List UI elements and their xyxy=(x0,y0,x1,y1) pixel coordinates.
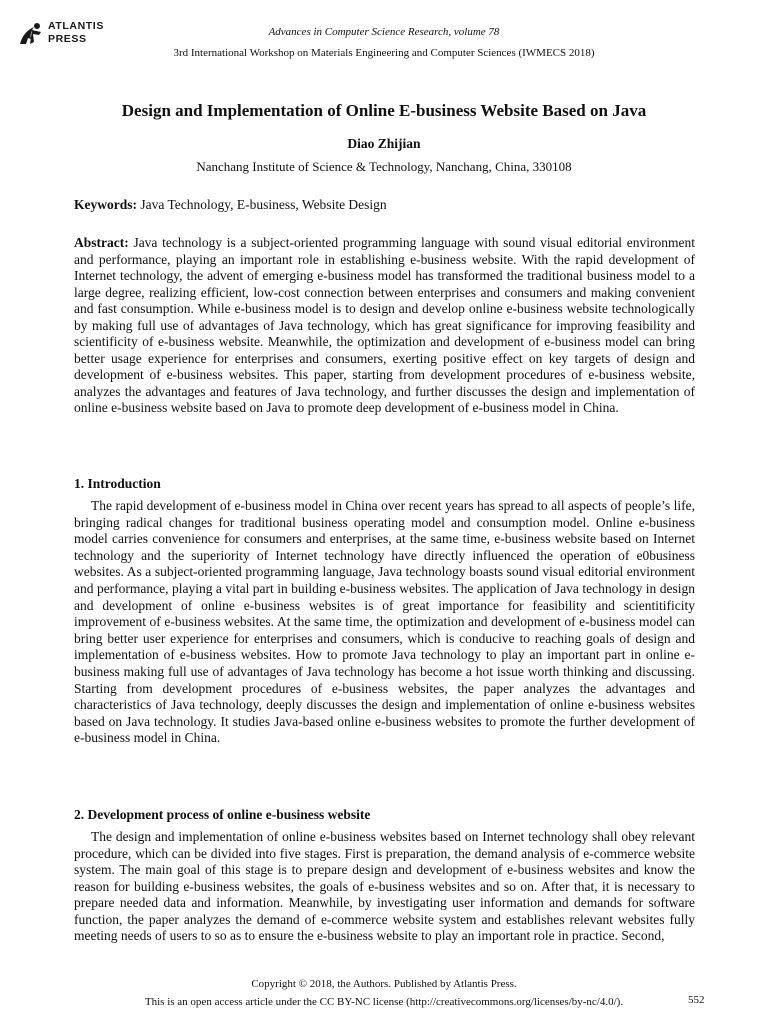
abstract xyxy=(74,235,695,417)
author-name: Diao Zhijian xyxy=(347,136,421,151)
page-number: 552 xyxy=(688,994,705,1006)
publisher-name-line1: ATLANTIS xyxy=(48,20,104,32)
journal-name: Advances in Computer Science Research, volume 78 xyxy=(268,26,500,38)
paper-title: Design and Implementation of Online E-business Website Based on Java xyxy=(121,101,647,120)
section-heading-development: 2. Development process of online e-business website xyxy=(74,807,371,822)
section-heading-introduction: 1. Introduction xyxy=(74,476,161,491)
abstract-label: Abstract: xyxy=(74,235,129,250)
footer-copyright: Copyright © 2018, the Authors. Published by Atlantis Press. xyxy=(251,978,517,990)
abstract-text: Java technology is a subject-oriented programming language with sound visual editorial environment and performance, playing an important role in establishing e-business website. With the rapid development of Internet technology, the advent of emerging e-business model has transformed the traditional business model to a large degree, realizing efficient, low-cost connection between enterprises and consumers and making convenient and fast consumption. While e-business model is to design and develop online e-business website technologically by making full use of advantages of Java technology, which has great significance for improving feasibility and scientificity of e-business website. Meanwhile, the optimization and development of e-business model can bring better usage experience for enterprises and consumers, exerting positive effect on key targets of design and development of e-business websites. This paper, starting from development procedures of e-business website, analyzes the advantages and features of Java technology, and further discusses the design and implementation of online e-business website based on Java to promote deep development of e-business model in China. xyxy=(74,235,695,416)
keywords xyxy=(74,196,694,214)
keywords-text: Java Technology, E-business, Website Design xyxy=(140,197,387,212)
conference-name: 3rd International Workshop on Materials Engineering and Computer Sciences (IWMECS 2018) xyxy=(173,47,595,59)
keywords-label: Keywords: xyxy=(74,197,137,212)
introduction-paragraph: The rapid development of e-business model in China over recent years has spread to all aspects of people’s life, bringing radical changes for traditional business operating model and consumption model. Online e-business model carries convenience for consumers and enterprises, at the same time, e-business website based on Internet technology and the superiority of Internet technology have directly influenced the operation of e0business websites. As a subject-oriented programming language, Java technology boasts sound visual editorial environment and performance, playing a vital part in building e-business websites. The application of Java technology in design and development of online e-business websites is of great importance for feasibility and scientitificity improvement of e-business websites. At the same time, the optimization and development of e-business model can bring better user experience for enterprises and consumers, which is conducive to reaching goals of design and implementation of e-business websites. How to promote Java technology to play an important part in online e-business making full use of advantages of Java technology has become a hot issue worth thinking and discussing. Starting from development procedures of e-business websites, the paper analyzes the advantages and characteristics of Java technology, deeply discusses the design and implementation of online e-business websites based on Java technology. It studies Java-based online e-business websites to promote the further development of e-business model in China. xyxy=(74,498,695,746)
author-affiliation: Nanchang Institute of Science & Technology, Nanchang, China, 330108 xyxy=(196,159,572,174)
publisher-name-line2: PRESS xyxy=(48,33,87,45)
development-paragraph: The design and implementation of online e-business websites based on Internet technology shall obey relevant procedure, which can be divided into five stages. First is preparation, the demand analysis of e-commerce website system. The main goal of this stage is to prepare design and development of e-business websites and know the reason for building e-business websites, the goals of e-business websites and so on. After that, it is necessary to prepare needed data and information. Meanwhile, by investigating user information and demands for software function, the paper analyzes the demand of e-commerce website system and establishes relevant websites fully meeting needs of users to so as to ensure the e-business website to play an important role in practice. Second, xyxy=(74,829,695,944)
footer-license: This is an open access article under the CC BY-NC license (http://creativecommons.org/licenses/by-nc/4.0/). xyxy=(144,996,624,1008)
